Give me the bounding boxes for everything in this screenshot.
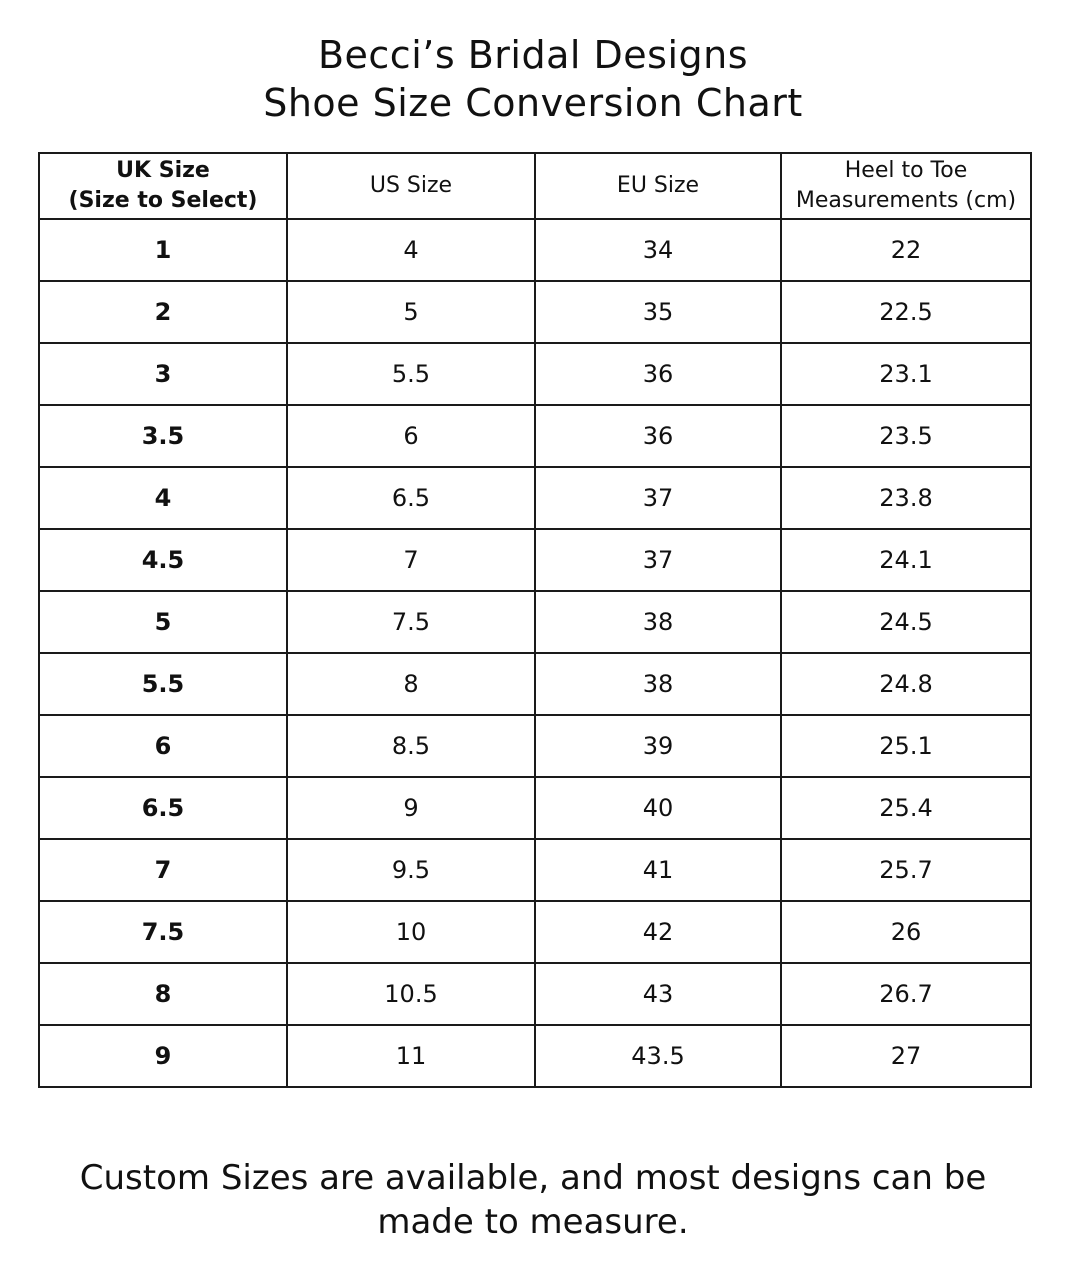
eu-size-cell: 39 [535,715,781,777]
page-title: Becci’s Bridal Designs [317,33,749,77]
table-row [39,467,1031,529]
heel-to-toe-cell: 25.1 [781,715,1031,777]
uk-size-cell: 8 [39,963,287,1025]
eu-size-cell: 36 [535,405,781,467]
page-subtitle: Shoe Size Conversion Chart [263,81,803,125]
eu-size-cell: 42 [535,901,781,963]
table-header-row [39,153,1031,219]
heel-to-toe-cell: 22.5 [781,281,1031,343]
us-size-cell: 5.5 [287,343,535,405]
eu-size-cell: 41 [535,839,781,901]
column-header-label: Heel to Toe [844,158,968,183]
eu-size-cell: 35 [535,281,781,343]
column-header-sublabel: (Size to Select) [68,188,258,213]
column-header-label: US Size [369,173,453,198]
us-size-cell: 5 [287,281,535,343]
uk-size-cell: 3 [39,343,287,405]
us-size-cell: 10.5 [287,963,535,1025]
heel-to-toe-cell: 23.5 [781,405,1031,467]
table-row [39,343,1031,405]
uk-size-cell: 5.5 [39,653,287,715]
us-size-cell: 11 [287,1025,535,1087]
uk-size-cell: 5 [39,591,287,653]
eu-size-cell: 37 [535,467,781,529]
uk-size-cell: 6 [39,715,287,777]
column-header-eu-size [535,153,781,219]
table-body [39,219,1031,1087]
column-header-us-size [287,153,535,219]
heel-to-toe-cell: 23.1 [781,343,1031,405]
uk-size-cell: 3.5 [39,405,287,467]
us-size-cell: 4 [287,219,535,281]
table-row [39,839,1031,901]
uk-size-cell: 9 [39,1025,287,1087]
heel-to-toe-cell: 27 [781,1025,1031,1087]
uk-size-cell: 4.5 [39,529,287,591]
table-row [39,529,1031,591]
table-row [39,901,1031,963]
eu-size-cell: 43.5 [535,1025,781,1087]
heel-to-toe-cell: 25.4 [781,777,1031,839]
uk-size-cell: 2 [39,281,287,343]
column-header-uk-size [39,153,287,219]
eu-size-cell: 37 [535,529,781,591]
heel-to-toe-cell: 24.8 [781,653,1031,715]
us-size-cell: 9 [287,777,535,839]
eu-size-cell: 36 [535,343,781,405]
eu-size-cell: 34 [535,219,781,281]
table-row [39,715,1031,777]
heel-to-toe-cell: 26.7 [781,963,1031,1025]
heel-to-toe-cell: 25.7 [781,839,1031,901]
us-size-cell: 6 [287,405,535,467]
us-size-cell: 7 [287,529,535,591]
us-size-cell: 6.5 [287,467,535,529]
table-row [39,1025,1031,1087]
eu-size-cell: 40 [535,777,781,839]
us-size-cell: 7.5 [287,591,535,653]
table-row [39,405,1031,467]
us-size-cell: 10 [287,901,535,963]
uk-size-cell: 7 [39,839,287,901]
us-size-cell: 8.5 [287,715,535,777]
size-conversion-table [38,152,1032,1088]
custom-sizes-note: Custom Sizes are available, and most designs can be made to measure. [79,1158,987,1242]
us-size-cell: 9.5 [287,839,535,901]
eu-size-cell: 38 [535,653,781,715]
eu-size-cell: 43 [535,963,781,1025]
uk-size-cell: 7.5 [39,901,287,963]
uk-size-cell: 1 [39,219,287,281]
us-size-cell: 8 [287,653,535,715]
heel-to-toe-cell: 24.5 [781,591,1031,653]
column-header-sublabel: Measurements (cm) [795,188,1017,213]
table-row [39,963,1031,1025]
heel-to-toe-cell: 22 [781,219,1031,281]
table-row [39,281,1031,343]
column-header-label: EU Size [616,173,700,198]
table-row [39,777,1031,839]
heel-to-toe-cell: 23.8 [781,467,1031,529]
heel-to-toe-cell: 26 [781,901,1031,963]
table-row [39,653,1031,715]
column-header-label: UK Size [116,158,210,183]
uk-size-cell: 6.5 [39,777,287,839]
table-row [39,591,1031,653]
column-header-heel-to-toe [781,153,1031,219]
eu-size-cell: 38 [535,591,781,653]
uk-size-cell: 4 [39,467,287,529]
table-row [39,219,1031,281]
heel-to-toe-cell: 24.1 [781,529,1031,591]
